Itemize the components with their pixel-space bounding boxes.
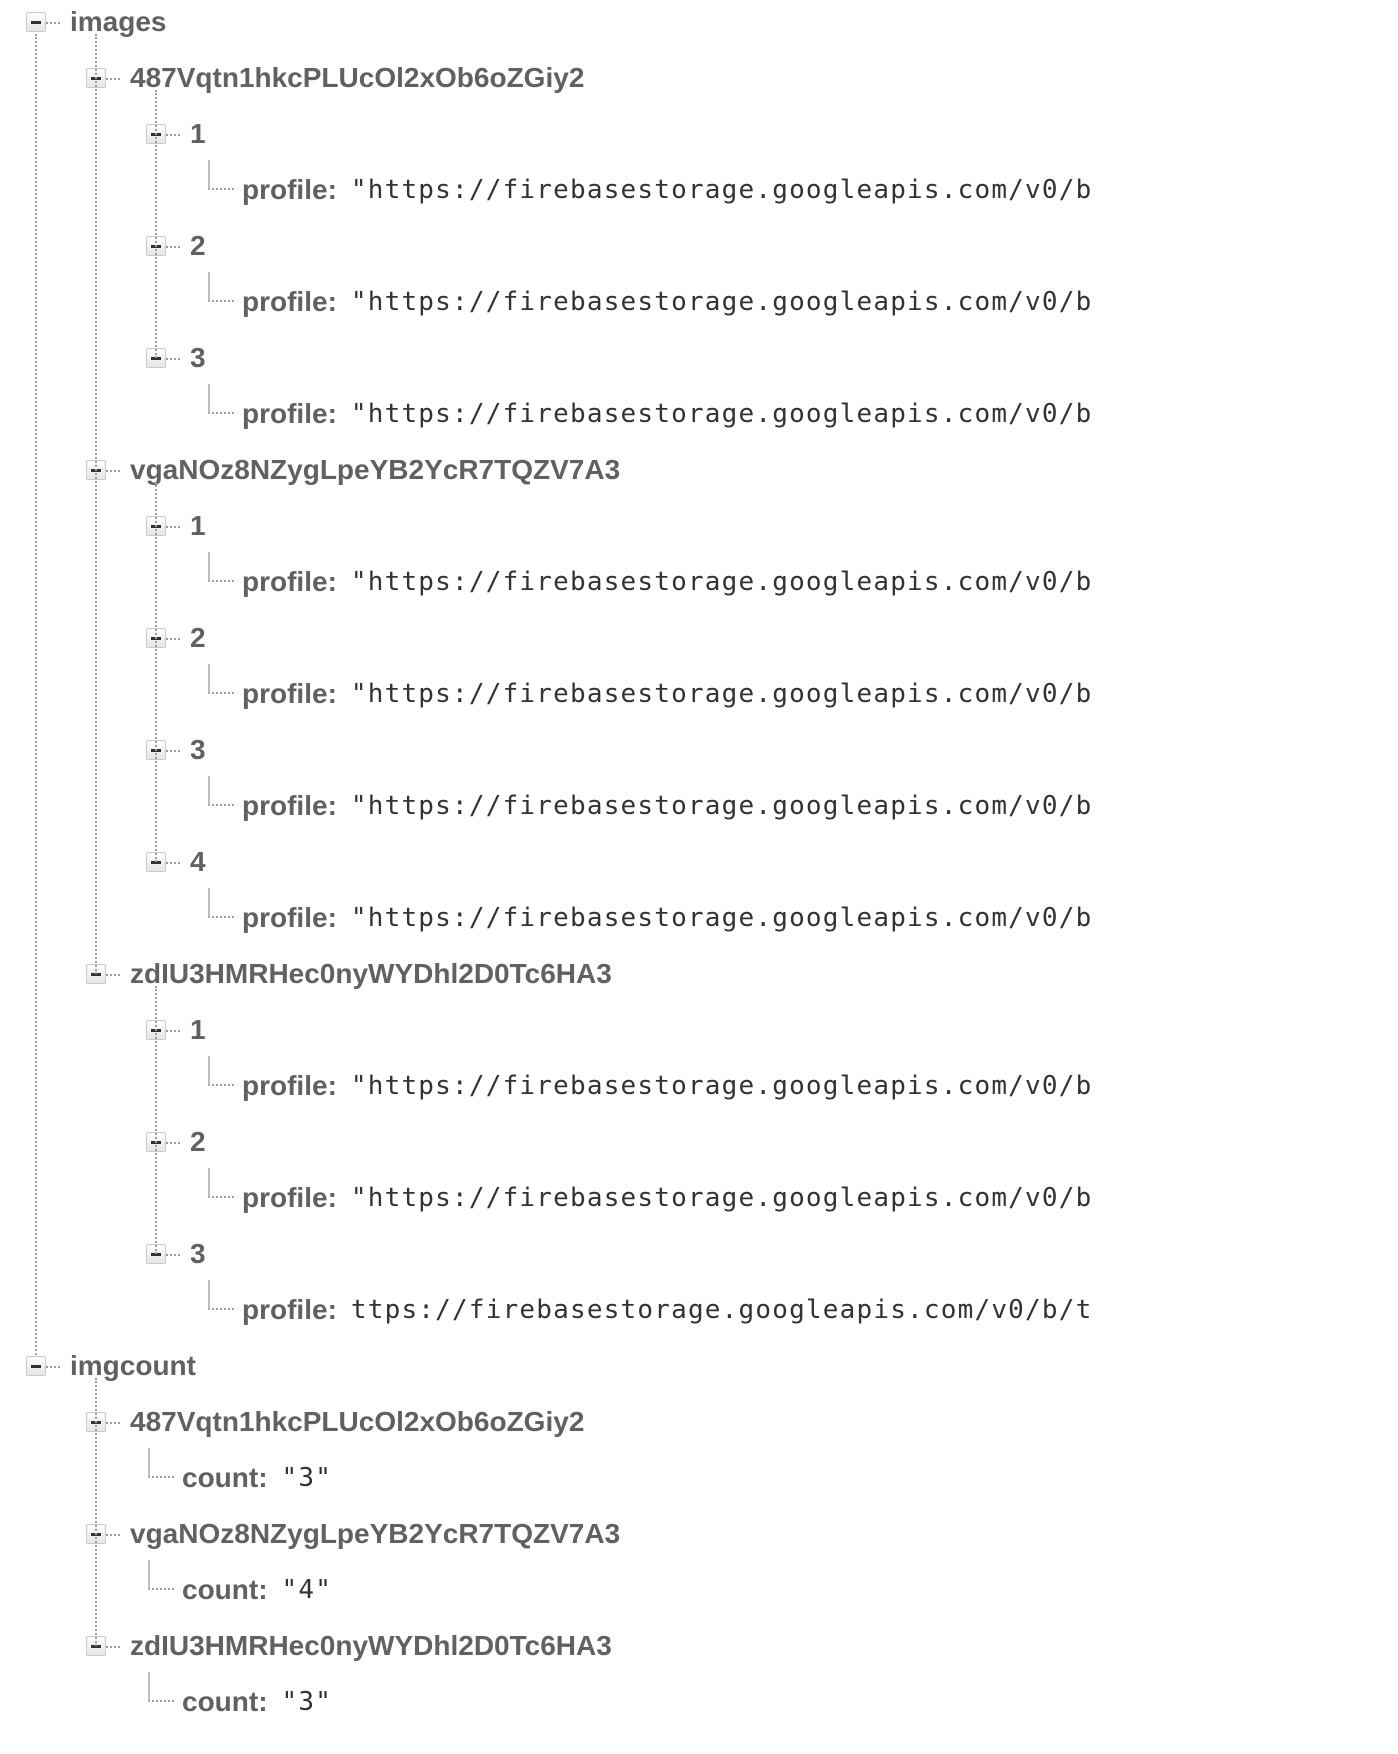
leaf-connector bbox=[208, 664, 234, 694]
tree-connector bbox=[166, 246, 180, 248]
field-row[interactable] bbox=[182, 1568, 332, 1612]
node-key-label: 487Vqtn1hkcPLUcOl2xOb6oZGiy2 bbox=[130, 62, 585, 93]
tree-connector bbox=[166, 1254, 180, 1256]
field-colon: : bbox=[327, 790, 337, 821]
field-key: profile bbox=[242, 790, 328, 821]
field-value[interactable]: "https://firebasestorage.googleapis.com/v0/b bbox=[350, 175, 1093, 205]
field-value-clip bbox=[282, 1456, 333, 1504]
field-value-clip bbox=[351, 784, 1093, 832]
field-key: count bbox=[182, 1574, 259, 1605]
node-key[interactable] bbox=[130, 448, 620, 492]
node-key[interactable] bbox=[70, 0, 167, 44]
tree-connector bbox=[106, 78, 120, 80]
field-key: profile bbox=[242, 1294, 328, 1325]
leaf-connector bbox=[148, 1560, 174, 1590]
node-key-label: images bbox=[70, 6, 167, 37]
tree-connector bbox=[106, 1534, 120, 1536]
field-colon: : bbox=[327, 566, 337, 597]
field-row[interactable] bbox=[182, 1680, 332, 1724]
node-key-label: 3 bbox=[190, 1238, 206, 1269]
node-key-label: 2 bbox=[190, 622, 206, 653]
tree-connector bbox=[166, 526, 180, 528]
tree-connector bbox=[46, 22, 60, 24]
node-key[interactable] bbox=[190, 1120, 206, 1164]
child-guide-line bbox=[95, 1378, 97, 1646]
field-value[interactable]: "https://firebasestorage.googleapis.com/v0/b bbox=[350, 1183, 1093, 1213]
collapse-toggle-icon[interactable] bbox=[26, 12, 46, 32]
leaf-connector bbox=[208, 1056, 234, 1086]
node-key[interactable] bbox=[190, 840, 206, 884]
tree-connector bbox=[106, 470, 120, 472]
leaf-connector bbox=[208, 888, 234, 918]
leaf-connector bbox=[208, 384, 234, 414]
field-value-clip bbox=[351, 1176, 1093, 1224]
field-colon: : bbox=[327, 1070, 337, 1101]
field-row[interactable] bbox=[242, 1176, 1092, 1220]
child-guide-line bbox=[155, 986, 157, 1254]
node-key[interactable] bbox=[130, 1400, 584, 1444]
node-key-label: vgaNOz8NZygLpeYB2YcR7TQZV7A3 bbox=[130, 1518, 621, 1549]
node-key-label: vgaNOz8NZygLpeYB2YcR7TQZV7A3 bbox=[130, 454, 621, 485]
field-key: profile bbox=[242, 398, 328, 429]
field-value-clip bbox=[351, 1064, 1093, 1112]
node-key-label: 1 bbox=[190, 1014, 206, 1045]
tree-connector bbox=[166, 750, 180, 752]
tree-connector bbox=[166, 358, 180, 360]
field-key: profile bbox=[242, 286, 328, 317]
node-key[interactable] bbox=[190, 728, 206, 772]
field-value[interactable]: "https://firebasestorage.googleapis.com/v0/b bbox=[350, 287, 1093, 317]
leaf-connector bbox=[208, 160, 234, 190]
field-colon: : bbox=[327, 678, 337, 709]
field-row[interactable] bbox=[182, 1456, 332, 1500]
node-key[interactable] bbox=[130, 1512, 620, 1556]
child-guide-line bbox=[155, 482, 157, 862]
field-row[interactable] bbox=[242, 1288, 1092, 1332]
leaf-connector bbox=[208, 552, 234, 582]
field-colon: : bbox=[258, 1574, 268, 1605]
node-key[interactable] bbox=[190, 616, 206, 660]
field-value[interactable]: "https://firebasestorage.googleapis.com/v0/b bbox=[350, 399, 1093, 429]
node-key[interactable] bbox=[130, 56, 584, 100]
field-value[interactable]: "https://firebasestorage.googleapis.com/v0/b bbox=[350, 567, 1093, 597]
field-colon: : bbox=[258, 1462, 268, 1493]
field-row[interactable] bbox=[242, 168, 1092, 212]
field-value-clip bbox=[351, 560, 1093, 608]
field-colon: : bbox=[258, 1686, 268, 1717]
field-row[interactable] bbox=[242, 672, 1092, 716]
node-key-label: 2 bbox=[190, 230, 206, 261]
field-key: count bbox=[182, 1462, 259, 1493]
tree-connector bbox=[106, 974, 120, 976]
node-key[interactable] bbox=[190, 224, 206, 268]
node-key-label: zdIU3HMRHec0nyWYDhl2D0Tc6HA3 bbox=[130, 1630, 612, 1661]
node-key-label: 1 bbox=[190, 510, 206, 541]
field-colon: : bbox=[327, 1294, 337, 1325]
field-colon: : bbox=[327, 398, 337, 429]
field-value-clip bbox=[351, 896, 1093, 944]
field-row[interactable] bbox=[242, 392, 1092, 436]
leaf-connector bbox=[208, 272, 234, 302]
field-key: profile bbox=[242, 174, 328, 205]
field-value[interactable]: ttps://firebasestorage.googleapis.com/v0/b/t bbox=[350, 1295, 1093, 1325]
field-value[interactable]: "https://firebasestorage.googleapis.com/v0/b bbox=[350, 903, 1093, 933]
field-value[interactable]: "https://firebasestorage.googleapis.com/v0/b bbox=[350, 791, 1093, 821]
field-colon: : bbox=[327, 902, 337, 933]
node-key-label: 487Vqtn1hkcPLUcOl2xOb6oZGiy2 bbox=[130, 1406, 585, 1437]
node-key[interactable] bbox=[190, 1008, 206, 1052]
leaf-connector bbox=[208, 776, 234, 806]
node-key[interactable] bbox=[190, 504, 206, 548]
field-key: profile bbox=[242, 902, 328, 933]
node-key[interactable] bbox=[130, 952, 612, 996]
leaf-connector bbox=[208, 1168, 234, 1198]
field-key: profile bbox=[242, 678, 328, 709]
tree-connector bbox=[166, 134, 180, 136]
node-key-label: 3 bbox=[190, 734, 206, 765]
node-key[interactable] bbox=[190, 336, 206, 380]
field-value-clip bbox=[282, 1568, 333, 1616]
field-row[interactable] bbox=[242, 280, 1092, 324]
field-row[interactable] bbox=[242, 784, 1092, 828]
tree-connector bbox=[46, 1366, 60, 1368]
node-key[interactable] bbox=[190, 1232, 206, 1276]
field-value[interactable]: "3" bbox=[281, 1687, 333, 1717]
field-row[interactable] bbox=[242, 1064, 1092, 1108]
node-key[interactable] bbox=[190, 112, 206, 156]
field-value-clip bbox=[351, 672, 1093, 720]
collapse-toggle-icon[interactable] bbox=[26, 1356, 46, 1376]
node-key[interactable] bbox=[70, 1344, 196, 1388]
field-row[interactable] bbox=[242, 896, 1092, 940]
node-key-label: imgcount bbox=[70, 1350, 196, 1381]
field-value[interactable]: "https://firebasestorage.googleapis.com/v0/b bbox=[350, 679, 1093, 709]
leaf-connector bbox=[148, 1672, 174, 1702]
field-key: count bbox=[182, 1686, 259, 1717]
root-guide-line bbox=[35, 34, 37, 1366]
node-key-label: 3 bbox=[190, 342, 206, 373]
tree-connector bbox=[106, 1422, 120, 1424]
field-value-clip bbox=[282, 1680, 333, 1728]
tree-connector bbox=[166, 862, 180, 864]
field-value-clip bbox=[351, 392, 1093, 440]
field-value[interactable]: "https://firebasestorage.googleapis.com/v0/b bbox=[350, 1071, 1093, 1101]
field-key: profile bbox=[242, 1182, 328, 1213]
node-key-label: 1 bbox=[190, 118, 206, 149]
field-key: profile bbox=[242, 566, 328, 597]
child-guide-line bbox=[155, 90, 157, 358]
node-key-label: zdIU3HMRHec0nyWYDhl2D0Tc6HA3 bbox=[130, 958, 612, 989]
tree-connector bbox=[106, 1646, 120, 1648]
field-colon: : bbox=[327, 174, 337, 205]
field-colon: : bbox=[327, 286, 337, 317]
tree-connector bbox=[166, 1142, 180, 1144]
node-key-label: 2 bbox=[190, 1126, 206, 1157]
node-key[interactable] bbox=[130, 1624, 612, 1668]
field-value-clip bbox=[351, 280, 1093, 328]
field-colon: : bbox=[327, 1182, 337, 1213]
leaf-connector bbox=[208, 1280, 234, 1310]
node-key-label: 4 bbox=[190, 846, 206, 877]
child-guide-line bbox=[95, 34, 97, 974]
field-value-clip bbox=[351, 1288, 1093, 1336]
field-value-clip bbox=[351, 168, 1093, 216]
field-key: profile bbox=[242, 1070, 328, 1101]
field-value[interactable]: "4" bbox=[281, 1575, 333, 1605]
tree-connector bbox=[166, 1030, 180, 1032]
field-value[interactable]: "3" bbox=[281, 1463, 333, 1493]
field-row[interactable] bbox=[242, 560, 1092, 604]
tree-connector bbox=[166, 638, 180, 640]
leaf-connector bbox=[148, 1448, 174, 1478]
